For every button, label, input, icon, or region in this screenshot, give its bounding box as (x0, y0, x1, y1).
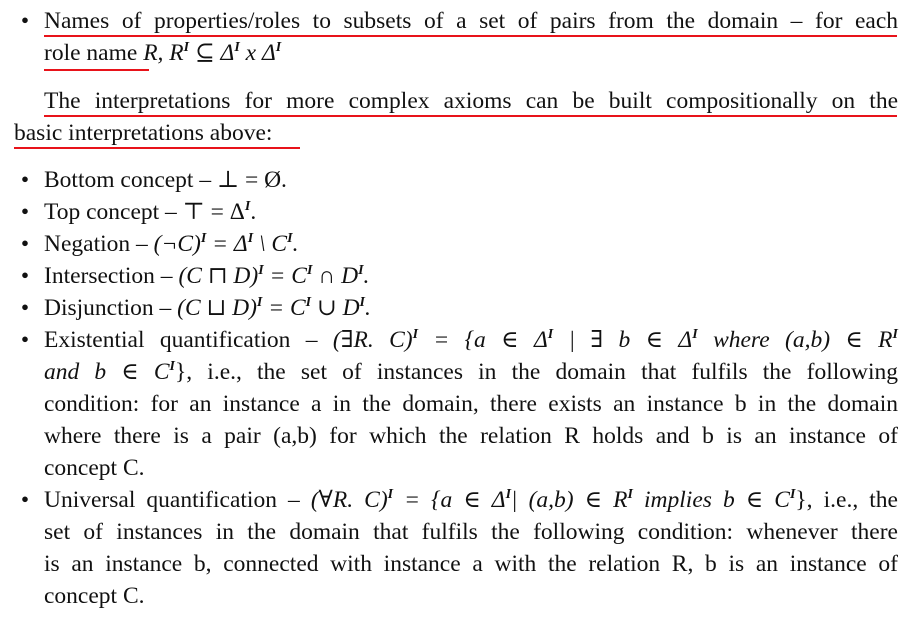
role-names-text-1: Names of properties/roles to subsets of a set of pairs from the domain – for each (44, 8, 898, 34)
role-names-line-2 (14, 37, 898, 69)
bullet-dot: • (20, 263, 30, 289)
paragraph-line-1: The interpretations for more complex axioms can be built compositionally on the (44, 88, 898, 114)
highlight-underline-3 (44, 115, 897, 117)
list-item-intersection: • Intersection – (C ⊓ $D)^I = C^I$ ∩ $D^I$. (14, 260, 898, 292)
existential-formula: (∃R. C)$^I$ = {a ∈ $\Delta^I$ | ∃ b ∈ $\Delta^I$ where (a,b) ∈ $R^I$ (332, 327, 898, 353)
interpretations-paragraph (14, 85, 898, 149)
disjunction-formula: (C ⊔ $D)^I = C^I$ ∪ $D^I$. (177, 295, 371, 321)
universal-line-4: concept C. (44, 583, 145, 609)
list-item-universal: • Universal quantification – (∀R. C)$^I$ = {a ∈ $\Delta^I|$ (a,b) ∈ $R^I$ implies b ∈ $C^I$}, i.e., the (14, 484, 898, 516)
list-item-bottom: • Bottom concept – ⊥ = Ø. (14, 164, 898, 196)
top-formula: ⊤ = $\Delta^I$. (182, 199, 257, 225)
list-item-top: • Top concept – ⊤ = $\Delta^I$. (14, 196, 898, 228)
existential-line-2: and b ∈ $C^I$}, i.e., the set of instances in the domain that fulfils the following (44, 359, 898, 385)
highlight-underline-4 (14, 147, 300, 149)
concept-list (14, 164, 898, 612)
role-formula: R, $R^I$ ⊆ $\Delta^I$ x $\Delta^I$ (143, 40, 282, 66)
bullet-dot: • (20, 8, 30, 34)
negation-formula: (¬C)$^I$ = $\Delta^I$ \ $C^I$. (153, 231, 299, 257)
bullet-dot: • (20, 231, 30, 257)
universal-line-2: set of instances in the domain that fulfils the following condition: whenever there (44, 519, 898, 545)
list-item-disjunction: • Disjunction – (C ⊔ $D)^I = C^I$ ∪ $D^I$. (14, 292, 898, 324)
bullet-dot: • (20, 327, 30, 353)
intersection-formula: (C ⊓ $D)^I = C^I$ ∩ $D^I$. (178, 263, 370, 289)
bullet-dot: • (20, 487, 30, 513)
role-names-line-1 (14, 5, 898, 37)
universal-line-3: is an instance b, connected with instance a with the relation R, b is an instance of (44, 551, 898, 577)
universal-formula: (∀R. C)$^I$ = {a ∈ $\Delta^I|$ (a,b) ∈ $R^I$ implies b ∈ $C^I$ (310, 487, 796, 513)
paragraph-line-2: basic interpretations above: (14, 120, 273, 146)
existential-line-3: condition: for an instance a in the domain, there exists an instance b in the domain (44, 391, 898, 417)
highlight-underline-2 (44, 69, 149, 71)
bullet-dot: • (20, 167, 30, 193)
role-names-bullet (14, 5, 898, 69)
highlight-underline-1 (44, 35, 897, 37)
role-names-text-2: role name (44, 40, 144, 66)
list-item-negation: • Negation – (¬C)$^I$ = $\Delta^I$ \ $C^I$. (14, 228, 898, 260)
existential-line-5: concept C. (44, 455, 145, 481)
bullet-dot: • (20, 199, 30, 225)
existential-line-4: where there is a pair (a,b) for which the relation R holds and b is an instance of (44, 423, 898, 449)
list-item-existential: • Existential quantification – (∃R. C)$^I$ = {a ∈ $\Delta^I$ | ∃ b ∈ $\Delta^I$ where (a,b) ∈ $R^I$ (14, 324, 898, 356)
bottom-formula: ⊥ = Ø. (216, 167, 287, 193)
bullet-dot: • (20, 295, 30, 321)
